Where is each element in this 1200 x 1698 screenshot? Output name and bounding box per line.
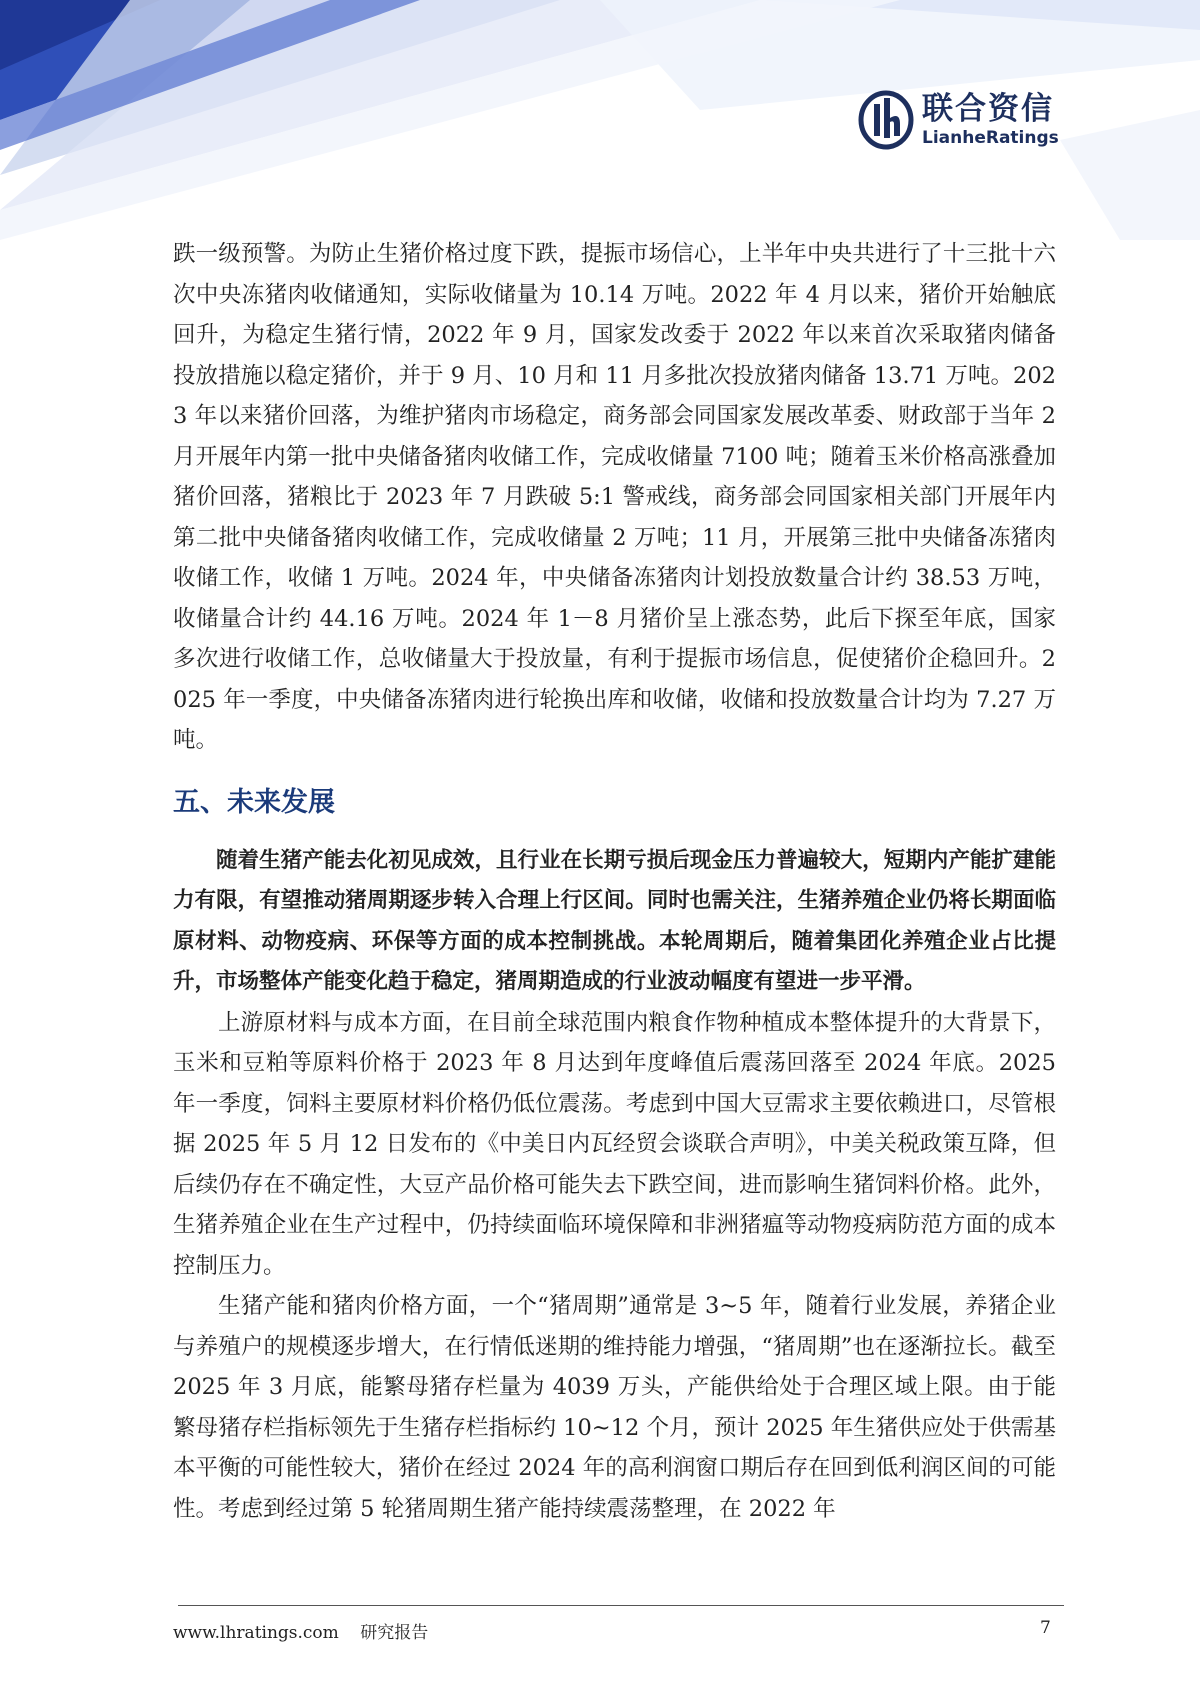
section-summary-bold: 随着生猪产能去化初见成效，且行业在长期亏损后现金压力普遍较大，短期内产能扩建能力有限，有望推动猪周期逐步转入合理上行区间。同时也需关注，生猪养殖企业仍将长期面临原材料、动物疫病、环保等方面的成本控制挑战。本轮周期后，随着集团化养殖企业占比提升，市场整体产能变化趋于稳定，猪周期造成的行业波动幅度有望进一步平滑。 (173, 847, 1056, 994)
footer-doc-type: 研究报告 (360, 1623, 429, 1643)
section-heading: 五、未来发展 (173, 786, 335, 818)
page-number: 7 (1040, 1618, 1051, 1638)
footer-divider (178, 1605, 1064, 1606)
footer-info (173, 1618, 444, 1643)
body-paragraph: 跌一级预警。为防止生猪价格过度下跌，提振市场信心，上半年中央共进行了十三批十六次中央冻猪肉收储通知，实际收储量为 10.14 万吨。2022 年 4 月以来，猪价开始触底回升，为稳定生猪行情，2022 年 9 月，国家发改委于 2022 年以来首次采取猪肉储备投放措施以稳定猪价，并于 9 月、10 月和 11 月多批次投放猪肉储备 13.71 万吨。2023 年以来猪价回落，为维护猪肉市场稳定，商务部会同国家发展改革委、财政部于当年 2 月开展年内第一批中央储备猪肉收储工作，完成收储量 7100 吨；随着玉米价格高涨叠加猪价回落，猪粮比于 2023 年 7 月跌破 5:1 警戒线，商务部会同国家相关部门开展年内第二批中央储备猪肉收储工作，完成收储量 2 万吨；11 月，开展第三批中央储备冻猪肉收储工作，收储 1 万吨。2024 年，中央储备冻猪肉计划投放数量合计约 38.53 万吨，收储量合计约 44.16 万吨。2024 年 1－8 月猪价呈上涨态势，此后下探至年底，国家多次进行收储工作，总收储量大于投放量，有利于提振市场信息，促使猪价企稳回升。2025 年一季度，中央储备冻猪肉进行轮换出库和收储，收储和投放数量合计均为 7.27 万吨。 (173, 241, 1056, 753)
logo-english-name: LianheRatings (922, 128, 1059, 148)
body-paragraph: 生猪产能和猪肉价格方面，一个“猪周期”通常是 3~5 年，随着行业发展，养猪企业与养殖户的规模逐步增大，在行情低迷期的维持能力增强，“猪周期”也在逐渐拉长。截至 2025 年 3 月底，能繁母猪存栏量为 4039 万头，产能供给处于合理区域上限。由于能繁母猪存栏指标领先于生猪存栏指标约 10~12 个月，预计 2025 年生猪供应处于供需基本平衡的可能性较大，猪价在经过 2024 年的高利润窗口期后存在回到低利润区间的可能性。考虑到经过第 5 轮猪周期生猪产能持续震荡整理，在 2022 年 (173, 1293, 1056, 1522)
logo-chinese-name: 联合资信 (922, 91, 1054, 127)
footer-website[interactable]: www.lhratings.com (173, 1623, 339, 1643)
report-body (173, 234, 1056, 1529)
lianhe-logo-icon (858, 90, 914, 150)
body-paragraph: 上游原材料与成本方面，在目前全球范围内粮食作物种植成本整体提升的大背景下，玉米和豆粕等原料价格于 2023 年 8 月达到年度峰值后震荡回落至 2024 年底。2025 年一季度，饲料主要原材料价格仍低位震荡。考虑到中国大豆需求主要依赖进口，尽管根据 2025 年 5 月 12 日发布的《中美日内瓦经贸会谈联合声明》，中美关税政策互降，但后续仍存在不确定性，大豆产品价格可能失去下跌空间，进而影响生猪饲料价格。此外，生猪养殖企业在生产过程中，仍持续面临环境保障和非洲猪瘟等动物疫病防范方面的成本控制压力。 (173, 1009, 1056, 1279)
company-logo (858, 90, 1059, 150)
